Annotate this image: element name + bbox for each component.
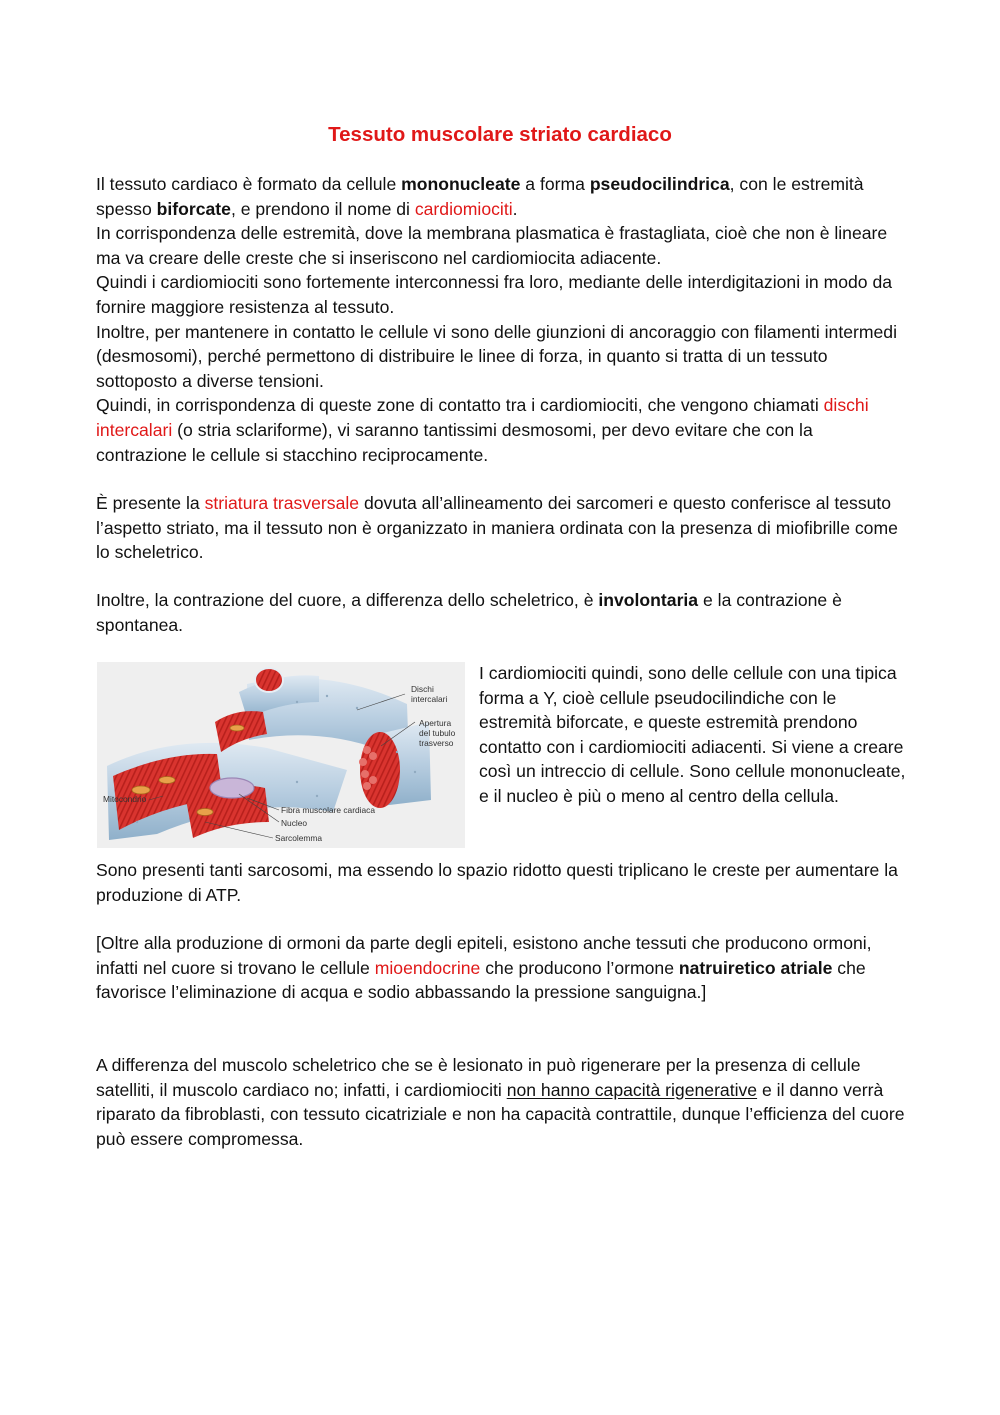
label-dischi: Dischi (411, 684, 434, 694)
text-run: Il tessuto cardiaco è formato da cellule (96, 174, 402, 194)
label-trasverso: trasverso (419, 738, 454, 748)
text-run: . (512, 198, 518, 219)
label-apertura: Apertura (419, 718, 452, 728)
underlined-term-non-hanno-capacita: non hanno capacità rigenerative (506, 1079, 758, 1100)
label-fibra-muscolare: Fibra muscolare cardiaca (281, 805, 376, 815)
text-run: [Oltre alla produzione di ormoni da parte degli epiteli, esistono anche tessuti che producono ormoni, infatti nel cuore si trovano le cellule (96, 933, 872, 978)
red-term-dischi-intercalari: dischi intercalari (96, 395, 869, 440)
cardiac-fiber-diagram (97, 662, 465, 848)
intercalated-disc (360, 732, 400, 808)
label-mitocondrio: Mitocondrio (103, 794, 147, 804)
text-run: che producono l’ormone (480, 957, 679, 978)
label-del-tubulo: del tubulo (419, 728, 456, 738)
cardiac-muscle-illustration (97, 662, 465, 848)
bold-term-pseudocilindrica: pseudocilindrica (589, 174, 730, 194)
paragraph-mioendocrine (96, 931, 908, 1005)
text-run: Inoltre, la contrazione del cuore, a differenza dello scheletrico, è (96, 590, 599, 610)
nucleus (210, 778, 254, 798)
red-term-cardiomiociti: cardiomiociti (414, 198, 513, 219)
bold-term-natruiretico-atriale: natruiretico atriale (678, 957, 833, 978)
label-nucleo: Nucleo (281, 818, 308, 828)
bold-term-biforcate: biforcate (156, 198, 231, 219)
paragraph-forma-y: I cardiomiociti quindi, sono delle cellule con una tipica forma a Y, cioè cellule pseudocilindiche con le estremità biforcate, e queste estremità prendono contatto con i cardiomiociti adiacenti. Si viene a creare così un intreccio di cellule. Sono cellule mononucleate, e il nucleo è più o meno al centro della cellula. (479, 663, 906, 806)
label-intercalari: intercalari (411, 694, 448, 704)
bold-term-mononucleate: mononucleate (401, 174, 521, 194)
red-term-mioendocrine: mioendocrine (374, 957, 481, 978)
label-sarcolemma: Sarcolemma (275, 833, 323, 843)
text-run: A differenza del muscolo scheletrico che se è lesionato in può rigenerare per la presenza di cellule satelliti, il muscolo cardiaco no; infatti, i cardiomiociti (96, 1055, 861, 1100)
text-run: e la contrazione è spontanea. (96, 590, 842, 635)
text-run: , e prendono il nome di (230, 198, 415, 219)
paragraph-contrazione (96, 588, 908, 637)
text-run: (o stria sclariforme), vi saranno tantissimi desmosomi, per devo evitare che con la contrazione le cellule si stacchino reciprocamente. (96, 419, 813, 465)
text-run: e il danno verrà riparato da fibroblasti, con tessuto cicatriziale e non ha capacità contrattile, dunque l’efficienza del cuore può essere compromessa. (96, 1079, 905, 1149)
red-term-striatura-trasversale: striatura trasversale (204, 493, 360, 513)
text-run: In corrispondenza delle estremità, dove la membrana plasmatica è frastagliata, cioè che non è lineare ma va creare delle creste che si inseriscono nel cardiomiocita adiacente. (96, 223, 888, 268)
text-run: , con le estremità spesso (96, 174, 864, 219)
paragraph-sarcosomi: Sono presenti tanti sarcosomi, ma essendo lo spazio ridotto questi triplicano le creste per aumentare la produzione di ATP. (96, 860, 898, 905)
paragraph-intro (96, 172, 908, 467)
text-run: dovuta all’allineamento dei sarcomeri e questo conferisce al tessuto l’aspetto striato, ma il tessuto non è organizzato in maniera ordinata con la presenza di miofibrille come lo scheletrico. (96, 493, 898, 563)
bold-term-involontaria: involontaria (598, 590, 699, 610)
paragraph-rigenerazione (96, 1053, 908, 1151)
text-run: che favorisce l’eliminazione di acqua e sodio abbassando la pressione sanguigna.] (96, 957, 866, 1003)
text-run: a forma (520, 174, 590, 194)
fiber-cross-section-top (255, 668, 283, 692)
text-run: Inoltre, per mantenere in contatto le cellule vi sono delle giunzioni di ancoraggio con filamenti intermedi (desmosomi), perché permettono di distribuire le linee di forza, in quanto si tratta di un tessuto sottoposto a diverse tensioni. (96, 321, 897, 391)
paragraph-striatura (96, 491, 908, 565)
page-title: Tessuto muscolare striato cardiaco (328, 123, 672, 146)
text-run: Quindi i cardiomiociti sono fortemente interconnessi fra loro, mediante delle interdigitazioni in modo da fornire maggiore resistenza al tessuto. (96, 272, 893, 317)
text-run: È presente la (96, 493, 205, 513)
text-run: Quindi, in corrispondenza di queste zone di contatto tra i cardiomiociti, che vengono chiamati (96, 395, 824, 416)
